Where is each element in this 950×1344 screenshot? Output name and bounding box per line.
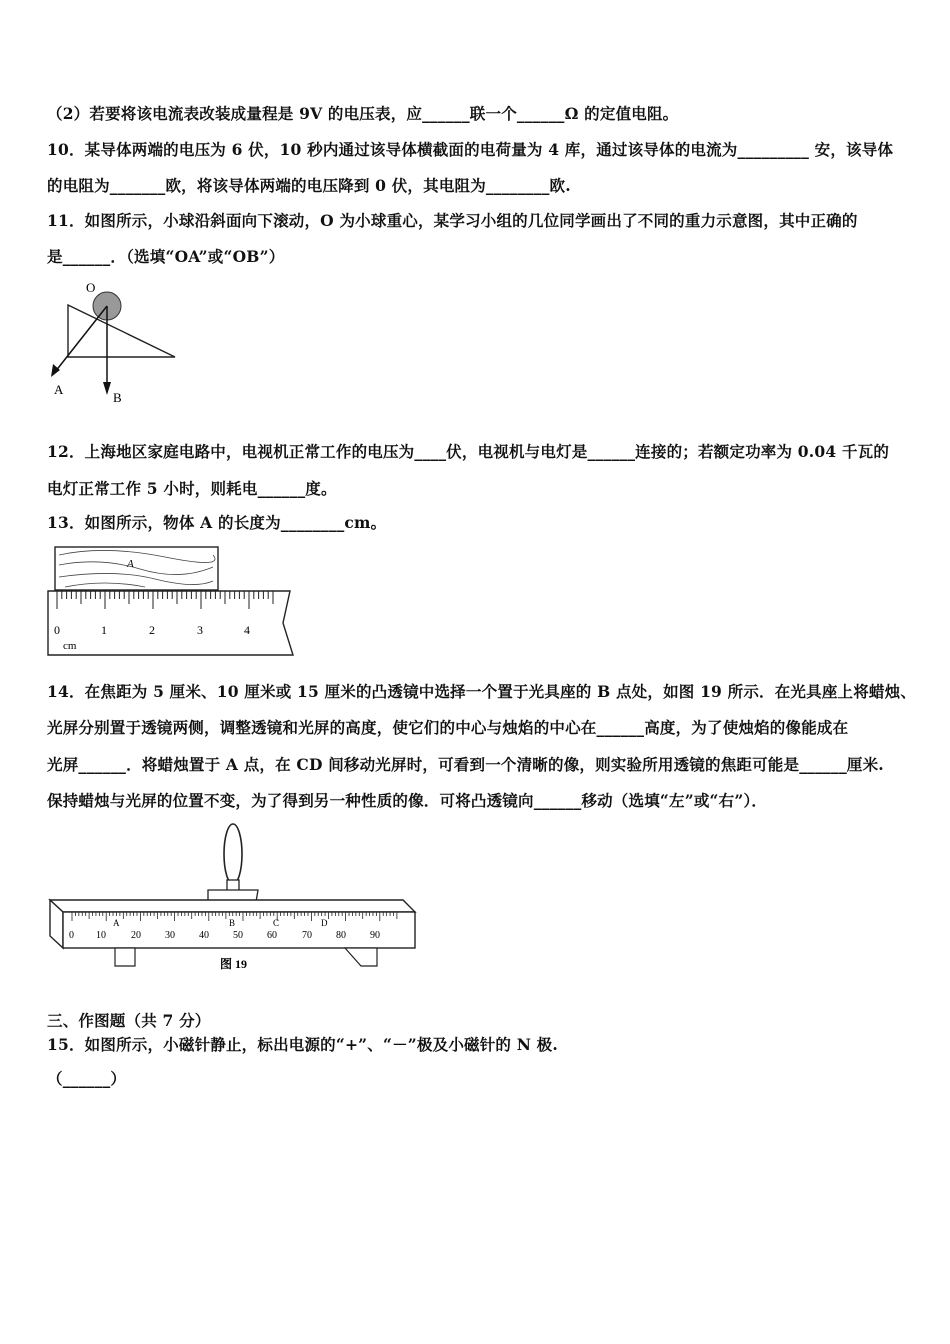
- ruler-body: [48, 591, 293, 655]
- bench-top: [50, 900, 415, 912]
- ruler-tick-label: 4: [244, 623, 250, 637]
- bench-tick-label: 40: [199, 930, 209, 941]
- ruler-tick-label: 0: [54, 623, 60, 637]
- q13-line: 13．如图所示，物体 A 的长度为________cm。: [47, 513, 387, 532]
- bench-tick-label: 90: [370, 930, 380, 941]
- q10-line2: 的电阻为_______欧，将该导体两端的电压降到 0 伏，其电阻为________欧.: [47, 176, 571, 195]
- lens: [224, 824, 242, 884]
- optical-bench-figure: [45, 820, 425, 980]
- slope-figure: [45, 280, 185, 410]
- q15-answer-blank: （______）: [47, 1069, 127, 1088]
- bench-leg-right: [345, 948, 377, 966]
- bench-tick-label: 0: [69, 930, 74, 941]
- point-d: D: [321, 918, 328, 928]
- label-a: A: [54, 382, 64, 397]
- label-o: O: [86, 280, 96, 295]
- arrow-oa-head: [51, 364, 60, 377]
- bench-leg-left: [115, 948, 135, 966]
- bench-tick-label: 70: [302, 930, 312, 941]
- q10-line1: 10．某导体两端的电压为 6 伏，10 秒内通过该导体横截面的电荷量为 4 库，通过该导体的电流为_________ 安，该导体: [47, 140, 894, 159]
- ruler-tick-label: 2: [149, 623, 155, 637]
- figure-caption: 图 19: [220, 957, 248, 971]
- arrow-ob-head: [103, 382, 111, 395]
- q14-line2: 光屏分别置于透镜两侧，调整透镜和光屏的高度，使它们的中心与烛焰的中心在______高度，为了使烛焰的像能成在: [47, 718, 849, 737]
- q9-part2: （2）若要将该电流表改装成量程是 9V 的电压表，应______联一个______Ω 的定值电阻。: [47, 104, 679, 123]
- wood-grain: [59, 550, 215, 587]
- point-b: B: [229, 918, 236, 928]
- bench-tick-label: 20: [131, 930, 141, 941]
- object-label: A: [127, 558, 134, 570]
- label-b: B: [113, 390, 122, 405]
- bench-tick-label: 50: [233, 930, 243, 941]
- bench-tick-label: 30: [165, 930, 175, 941]
- arrow-oa: [55, 306, 107, 372]
- q14-line3: 光屏______．将蜡烛置于 A 点，在 CD 间移动光屏时，可看到一个清晰的像，则实验所用透镜的焦距可能是______厘米.: [47, 755, 884, 774]
- bench-tick-label: 10: [96, 930, 106, 941]
- q12-line1: 12．上海地区家庭电路中，电视机正常工作的电压为____伏，电视机与电灯是______连接的；若额定功率为 0.04 千瓦的: [47, 442, 890, 461]
- q11-line1: 11．如图所示，小球沿斜面向下滚动，O 为小球重心，某学习小组的几位同学画出了不同的重力示意图，其中正确的: [47, 211, 858, 230]
- ruler-unit: cm: [63, 640, 77, 652]
- slope-triangle: [68, 305, 175, 357]
- bench-tick-label: 60: [267, 930, 277, 941]
- q11-line2: 是______．（选填“OA”或“OB”）: [47, 247, 285, 266]
- ruler-tick-label: 1: [101, 623, 107, 637]
- point-c: C: [273, 918, 280, 928]
- ruler-figure: [45, 543, 300, 660]
- point-a: A: [113, 918, 120, 928]
- q15-line: 15．如图所示，小磁针静止，标出电源的“+”、“－”极及小磁针的 N 极.: [47, 1035, 558, 1054]
- q14-line1: 14．在焦距为 5 厘米、10 厘米或 15 厘米的凸透镜中选择一个置于光具座的 B 点处，如图 19 所示．在光具座上将蜡烛、: [47, 682, 917, 701]
- object-block: [55, 547, 218, 590]
- section-heading: 三、作图题（共 7 分）: [47, 1011, 211, 1030]
- ruler-tick-label: 3: [197, 623, 203, 637]
- q12-line2: 电灯正常工作 5 小时，则耗电______度。: [47, 479, 337, 498]
- bench-tick-label: 80: [336, 930, 346, 941]
- q14-line4: 保持蜡烛与光屏的位置不变，为了得到另一种性质的像．可将凸透镜向______移动（选填“左”或“右”）．: [47, 791, 768, 810]
